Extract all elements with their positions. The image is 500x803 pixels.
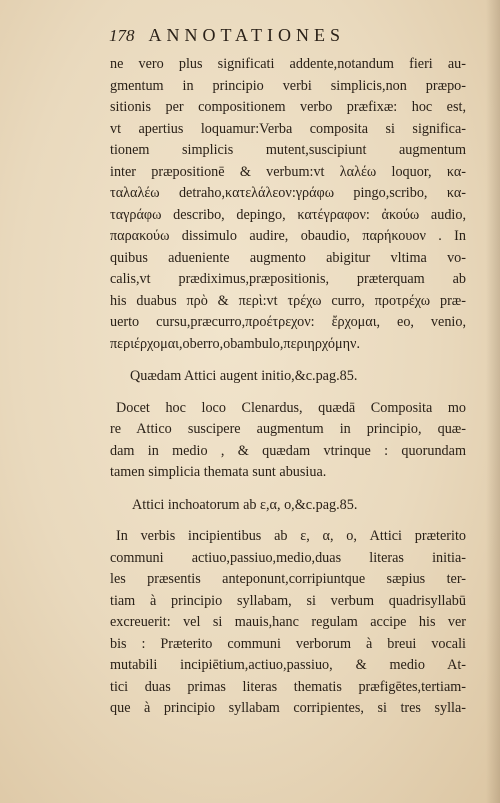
text-line: ταγράφω describo, depingo, κατέγραφον: ἀκούω audio, [110,206,466,223]
paragraph-continuation [110,54,466,355]
text-line: ne vero plus significati addente,notandum fieri au- [110,56,466,72]
text-line: quibus aduenientе augmento abigitur vltima vo- [110,249,466,266]
paragraph [110,526,466,720]
text-line: παρακούω dissimulo audire, obaudio, παρήκουον . In [110,228,466,244]
text-line: Docet hoc loco Clenardus, quædā Composita mo [116,399,466,416]
page-edge-shadow [486,0,500,803]
section-heading: Attici inchoatorum ab ε,α, ο,&c.pag.85. [132,496,358,513]
text-line: excreuerit: vel si mauis,hanc regulam accipe his ver [110,614,466,630]
text-line: sitionis per compositionem verbo præfixæ: hoc est, [110,99,466,115]
text-line: gmentum in principio verbi simplicis,non præpo- [110,77,466,94]
text-line: vt apertius loquamur:Verba composita si significa- [110,120,466,137]
section-heading: Quædam Attici augent initio,&c.pag.85. [130,368,358,384]
text-line: calis,vt prædiximus,præpositionis, præterquam ab [110,271,466,287]
text-line: inter præpositionē & verbum:vt λαλέω loquor, κα- [110,163,466,180]
page-number: 178 [109,26,135,45]
text-block [110,54,466,720]
text-line: mutabili incipiētium,actiuo,passiuo, & medio At- [110,657,466,673]
text-line: re Attico suscipere augmentum in principio, quæ- [110,421,466,437]
page-header [109,25,409,47]
text-line: uerto cursu,præcurro,προέτρεχον: ἔρχομαι, eo, venio, [110,314,466,330]
text-line: dam in medio , & quædam vtrinque : quorundam [110,442,466,459]
text-line: les præsentis anteponunt,corripiuntque sæpius ter- [110,571,466,587]
paragraph [110,398,466,484]
text-line: ταλαλέω detraho,κατελάλεον:γράφω pingo,scribo, κα- [110,185,466,201]
text-line: communi actiuo,passiuo,medio,duas literas initia- [110,549,466,566]
text-line: tamen simplicia themata sunt abusiua. [110,464,327,480]
text-line: bis : Præterito communi verborum à breui vocali [110,635,466,652]
text-line: tici duas primas literas thematis præfigētes,tertiam- [110,678,466,695]
text-line: que à principio syllabam corripientes, si tres sylla- [110,700,466,716]
text-line: his duabus πρὸ & περὶ:vt τρέχω curro, προτρέχω præ- [110,292,466,309]
text-line: In verbis incipientibus ab ε, α, ο, Attici præterito [116,528,466,544]
text-line: tiam à principio syllabam, si verbum quadrisyllabū [110,592,466,609]
text-line: tionem simplicis mutent,suscipiunt augmentum [110,142,466,158]
running-head: ANNOTATIONES [148,25,346,45]
text-line: περιέρχομαι,oberro,obambulo,περιηρχόμην. [110,335,360,352]
